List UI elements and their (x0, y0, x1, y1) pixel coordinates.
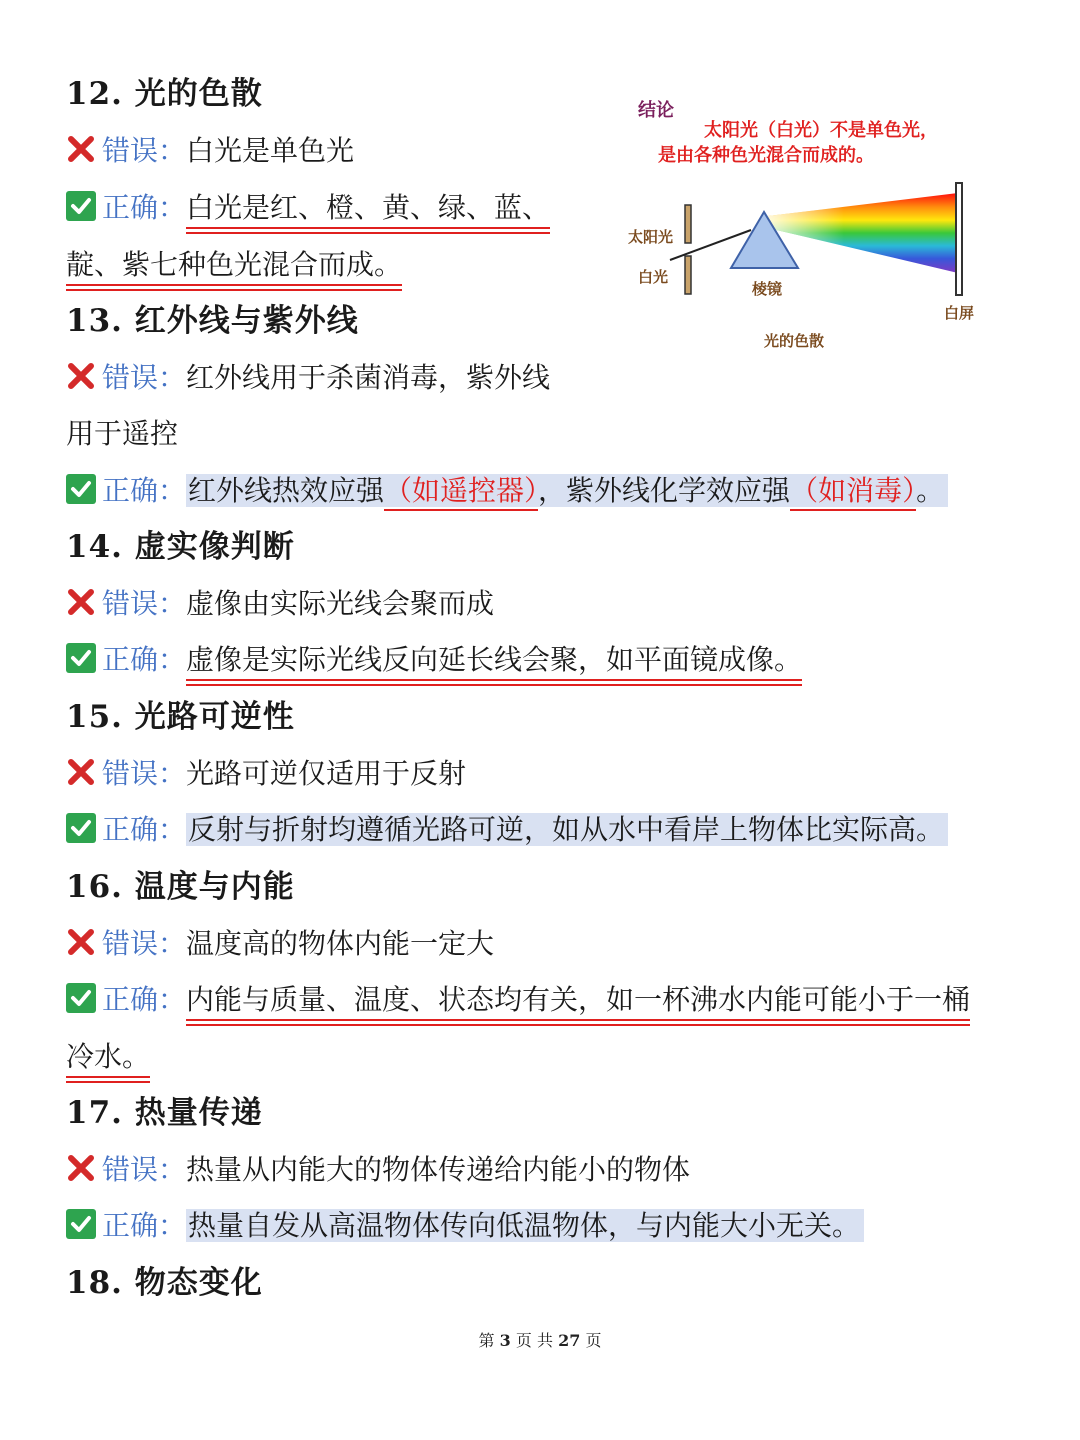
right-text-line-2: 冷水。 (66, 1040, 150, 1078)
right-text-line-2: 靛、紫七种色光混合而成。 (66, 248, 402, 286)
section-16-heading: 16. 温度与内能 (66, 869, 295, 905)
right-label: 正确： (102, 191, 187, 224)
wrong-text: 热量从内能大的物体传递给内能小的物体 (186, 1153, 691, 1186)
wrong-label: 错误： (102, 927, 187, 960)
right-paren-b: （如消毒） (790, 474, 916, 511)
wrong-text-line-1: 红外线用于杀菌消毒，紫外线 (186, 361, 551, 394)
diagram-label-white: 白光 (638, 268, 669, 286)
section-14-wrong (66, 584, 494, 624)
wrong-text: 温度高的物体内能一定大 (186, 927, 495, 960)
diagram-caption: 光的色散 (764, 332, 825, 350)
right-label: 正确： (102, 474, 187, 507)
section-12-heading: 12. 光的色散 (66, 76, 263, 112)
right-text: 反射与折射均遵循光路可逆，如从水中看岸上物体比实际高。 (186, 813, 948, 846)
wrong-text: 白光是单色光 (186, 134, 355, 167)
section-13-wrong-cont (66, 414, 178, 454)
right-text-line-1: 内能与质量、温度、状态均有关，如一杯沸水内能可能小于一桶 (186, 983, 970, 1021)
footer-page-number: 3 (499, 1331, 511, 1350)
section-12-right (66, 188, 550, 228)
section-12-right-cont (66, 245, 402, 285)
cross-icon (66, 757, 96, 787)
wrong-label: 错误： (102, 587, 187, 620)
check-icon (66, 983, 96, 1013)
check-icon (66, 474, 96, 504)
section-14-heading: 14. 虚实像判断 (66, 529, 295, 565)
wrong-text: 虚像由实际光线会聚而成 (186, 587, 495, 620)
check-icon (66, 1209, 96, 1239)
section-15-heading: 15. 光路可逆性 (66, 699, 295, 735)
right-text-b: ，紫外线化学效应强 (538, 474, 791, 507)
section-16-right-cont (66, 1037, 150, 1077)
diagram-label-sunlight: 太阳光 (628, 228, 674, 246)
right-text: 虚像是实际光线反向延长线会聚，如平面镜成像。 (186, 643, 802, 681)
section-15-wrong (66, 754, 466, 794)
wrong-label: 错误： (102, 361, 187, 394)
cross-icon (66, 361, 96, 391)
diagram-label-screen: 白屏 (944, 304, 975, 322)
footer-suffix: 页 (585, 1331, 602, 1350)
section-13-heading: 13. 红外线与紫外线 (66, 303, 359, 339)
cross-icon (66, 587, 96, 617)
right-text: 热量自发从高温物体传向低温物体，与内能大小无关。 (186, 1209, 864, 1242)
diagram-label-prism: 棱镜 (752, 280, 783, 298)
footer-prefix: 第 (478, 1331, 495, 1350)
section-18-heading: 18. 物态变化 (66, 1265, 263, 1301)
section-15-right (66, 810, 948, 850)
right-label: 正确： (102, 813, 187, 846)
footer-total-pages: 27 (558, 1331, 581, 1350)
right-text-a: 红外线热效应强 (188, 474, 385, 507)
section-17-wrong (66, 1150, 690, 1190)
section-13-right (66, 471, 948, 511)
section-17-heading: 17. 热量传递 (66, 1095, 263, 1131)
slit-lower (685, 256, 691, 294)
section-12-wrong (66, 131, 354, 171)
cross-icon (66, 1153, 96, 1183)
section-16-right (66, 980, 970, 1020)
right-paren-a: （如遥控器） (384, 474, 538, 511)
section-14-right (66, 640, 802, 680)
check-icon (66, 191, 96, 221)
wrong-label: 错误： (102, 1153, 187, 1186)
section-17-right (66, 1206, 864, 1246)
dispersion-diagram (618, 88, 1018, 358)
check-icon (66, 643, 96, 673)
right-label: 正确： (102, 1209, 187, 1242)
wrong-label: 错误： (102, 757, 187, 790)
right-highlight (186, 474, 948, 507)
cross-icon (66, 134, 96, 164)
diagram-conclusion-line-2: 是由各种色光混合而成的。 (658, 145, 874, 166)
white-screen (956, 183, 962, 295)
spectrum-fade (768, 193, 958, 273)
page-footer (0, 1328, 1080, 1351)
right-label: 正确： (102, 643, 187, 676)
slit-upper (685, 205, 691, 243)
wrong-text: 光路可逆仅适用于反射 (186, 757, 467, 790)
right-text-line-1: 白光是红、橙、黄、绿、蓝、 (186, 191, 550, 229)
diagram-conclusion-label: 结论 (638, 100, 674, 121)
wrong-text-line-2: 用于遥控 (66, 417, 179, 450)
right-label: 正确： (102, 983, 187, 1016)
section-13-wrong (66, 358, 550, 398)
diagram-conclusion-line-1: 太阳光（白光）不是单色光， (704, 120, 938, 141)
check-icon (66, 813, 96, 843)
wrong-label: 错误： (102, 134, 187, 167)
cross-icon (66, 927, 96, 957)
section-16-wrong (66, 924, 494, 964)
right-text-c: 。 (916, 474, 945, 507)
footer-mid: 页 共 (515, 1331, 553, 1350)
